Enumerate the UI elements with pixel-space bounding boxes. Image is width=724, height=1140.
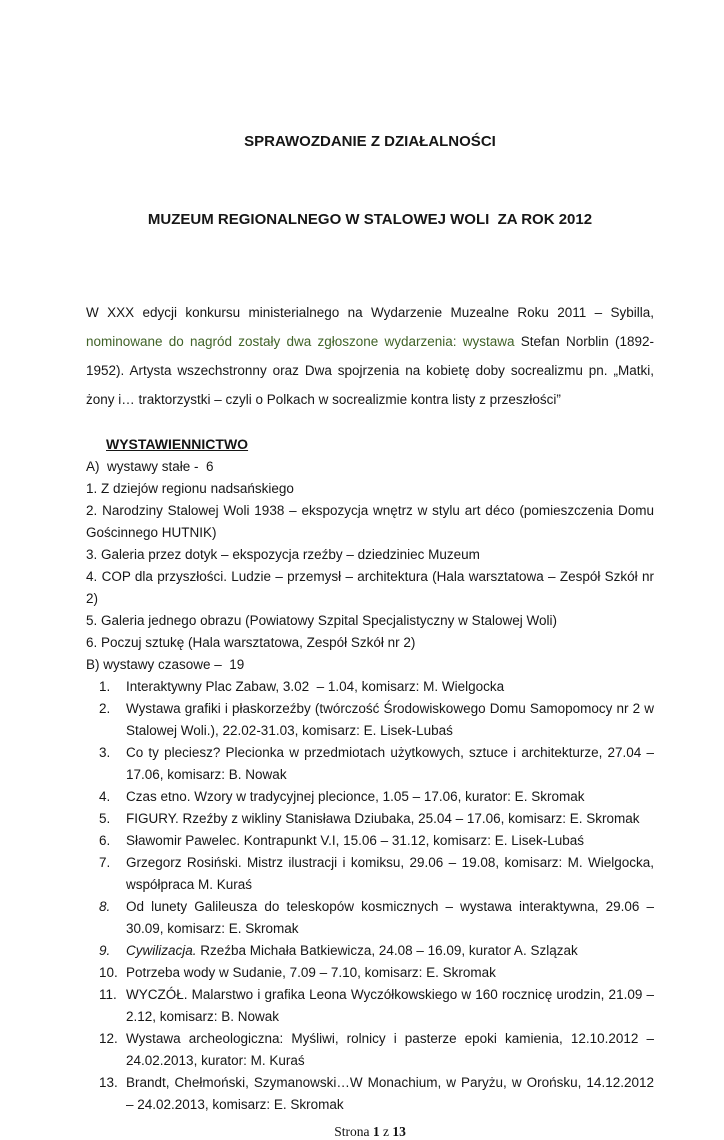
temporary-exhibition-item	[86, 940, 654, 962]
item-number: 12.	[99, 1031, 118, 1046]
temporary-exhibitions-list	[86, 676, 662, 1116]
temporary-exhibition-item	[86, 1028, 658, 1072]
item-text-rest: Czas etno. Wzory w tradycyjnej plecionce, 1.05 – 17.06, kurator: E. Skromak	[126, 789, 585, 804]
temporary-exhibition-item	[86, 962, 654, 984]
page-footer	[86, 1124, 654, 1140]
item-number: 9.	[99, 943, 111, 958]
item-text	[126, 984, 658, 1028]
temporary-exhibition-item	[86, 896, 662, 940]
section-heading-label: WYSTAWIENNICTWO	[106, 436, 249, 452]
permanent-exhibition-item: 5. Galeria jednego obrazu (Powiatowy Szpital Specjalistyczny w Stalowej Woli)	[86, 613, 557, 628]
item-text	[126, 896, 662, 940]
intro-paragraph	[86, 298, 654, 414]
document-title-line2: MUZEUM REGIONALNEGO W STALOWEJ WOLI ZA ROK 2012	[147, 211, 593, 228]
intro-highlighted-green-text: nominowane do nagród zostały dwa zgłoszone wydarzenia: wystawa	[86, 334, 521, 349]
footer-separator: z	[379, 1124, 393, 1139]
item-text-rest: Rzeźba Michała Batkiewicza, 24.08 – 16.09, kurator A. Szlązak	[196, 943, 578, 958]
item-text	[126, 852, 658, 896]
section-heading	[106, 433, 654, 456]
intro-text-part3: Stefan Norblin (1892-1952). Artysta wszechstronny oraz Dwa spojrzenia na kobietę doby socrealizmu pn. „Matki, żony i… traktorzystki – czyli o Polkach w socrealizmie kontra listy z przeszłości”	[86, 334, 654, 407]
item-text-rest: Wystawa grafiki i płaskorzeźby (twórczość Środowiskowego Domu Samopomocy nr 2 w Stalowej Woli.), 22.02-31.03, komisarz: E. Lisek-Lubaś	[126, 701, 658, 738]
temporary-exhibition-item	[86, 676, 654, 698]
item-text	[126, 1028, 658, 1072]
permanent-exhibition-item: 4. COP dla przyszłości. Ludzie – przemysł – architektura (Hala warsztatowa – Zespół Szkół nr 2)	[86, 569, 658, 606]
temporary-exhibition-item	[86, 984, 658, 1028]
item-text	[126, 698, 658, 742]
item-text	[126, 940, 654, 962]
item-text	[126, 676, 654, 698]
item-number: 5.	[99, 811, 111, 826]
footer-page-number: 1	[372, 1124, 380, 1139]
intro-text-part1: W XXX edycji konkursu ministerialnego na Wydarzenie Muzealne Roku 2011 – Sybilla,	[86, 305, 654, 320]
item-number: 2.	[99, 701, 111, 716]
item-text-rest: FIGURY. Rzeźby z wikliny Stanisława Dziubaka, 25.04 – 17.06, komisarz: E. Skromak	[126, 811, 640, 826]
list-b-header: B) wystawy czasowe – 19	[86, 657, 245, 672]
temporary-exhibition-item	[86, 1072, 658, 1116]
item-number: 4.	[99, 789, 111, 804]
permanent-exhibition-item: 6. Poczuj sztukę (Hala warsztatowa, Zespół Szkół nr 2)	[86, 635, 416, 650]
item-text	[126, 962, 654, 984]
item-text-rest: Potrzeba wody w Sudanie, 7.09 – 7.10, komisarz: E. Skromak	[126, 965, 496, 980]
temporary-exhibition-item	[86, 786, 654, 808]
item-text	[126, 808, 654, 830]
item-number: 1.	[99, 679, 111, 694]
permanent-exhibition-item: 1. Z dziejów regionu nadsańskiego	[86, 481, 294, 496]
item-text-rest: Interaktywny Plac Zabaw, 3.02 – 1.04, komisarz: M. Wielgocka	[126, 679, 505, 694]
item-text	[126, 786, 654, 808]
footer-page-total: 13	[392, 1124, 406, 1139]
item-text-rest: Od lunety Galileusza do teleskopów kosmicznych – wystawa interaktywna, 29.06 – 30.09, komisarz: E. Skromak	[126, 899, 662, 936]
permanent-exhibition-item: 3. Galeria przez dotyk – ekspozycja rzeźby – dziedziniec Muzeum	[86, 547, 480, 562]
temporary-exhibition-item	[86, 742, 658, 786]
document-title-line1: SPRAWOZDANIE Z DZIAŁALNOŚCI	[244, 133, 496, 150]
item-text-rest: Wystawa archeologiczna: Myśliwi, rolnicy i pasterze epoki kamienia, 12.10.2012 – 24.02.2013, kurator: M. Kuraś	[126, 1031, 658, 1068]
item-number: 6.	[99, 833, 111, 848]
item-number: 8.	[99, 899, 111, 914]
item-text-rest: Brandt, Chełmoński, Szymanowski…W Monachium, w Paryżu, w Orońsku, 14.12.2012 – 24.02.2013, komisarz: E. Skromak	[126, 1075, 658, 1112]
item-text	[126, 830, 654, 852]
item-number: 13.	[99, 1075, 118, 1090]
temporary-exhibition-item	[86, 852, 658, 896]
document-title	[86, 77, 654, 285]
item-number: 11.	[99, 987, 117, 1002]
list-a-header: A) wystawy stałe - 6	[86, 459, 214, 474]
item-text-rest: Sławomir Pawelec. Kontrapunkt V.I, 15.06 – 31.12, komisarz: E. Lisek-Lubaś	[126, 833, 584, 848]
permanent-exhibition-item: 2. Narodziny Stalowej Woli 1938 – ekspozycja wnętrz w stylu art déco (pomieszczenia Domu Gościnnego HUTNIK)	[86, 503, 658, 540]
item-number: 3.	[99, 745, 111, 760]
item-text	[126, 742, 658, 786]
temporary-exhibition-item	[86, 830, 654, 852]
footer-label: Strona	[334, 1124, 373, 1139]
temporary-exhibition-item	[86, 698, 658, 742]
item-text-rest: WYCZÓŁ. Malarstwo i grafika Leona Wyczółkowskiego w 160 rocznicę urodzin, 21.09 – 2.12, komisarz: B. Nowak	[126, 987, 658, 1024]
item-text	[126, 1072, 658, 1116]
temporary-exhibition-item	[86, 808, 654, 830]
item-text-lead-italic: Cywilizacja.	[126, 943, 197, 958]
item-number: 10.	[99, 965, 118, 980]
item-text-rest: Grzegorz Rosiński. Mistrz ilustracji i komiksu, 29.06 – 19.08, komisarz: M. Wielgocka, współpraca M. Kuraś	[126, 855, 658, 892]
item-number: 7.	[99, 855, 111, 870]
item-text-rest: Co ty pleciesz? Plecionka w przedmiotach użytkowych, sztuce i architekturze, 27.04 – 17.06, komisarz: B. Nowak	[126, 745, 658, 782]
